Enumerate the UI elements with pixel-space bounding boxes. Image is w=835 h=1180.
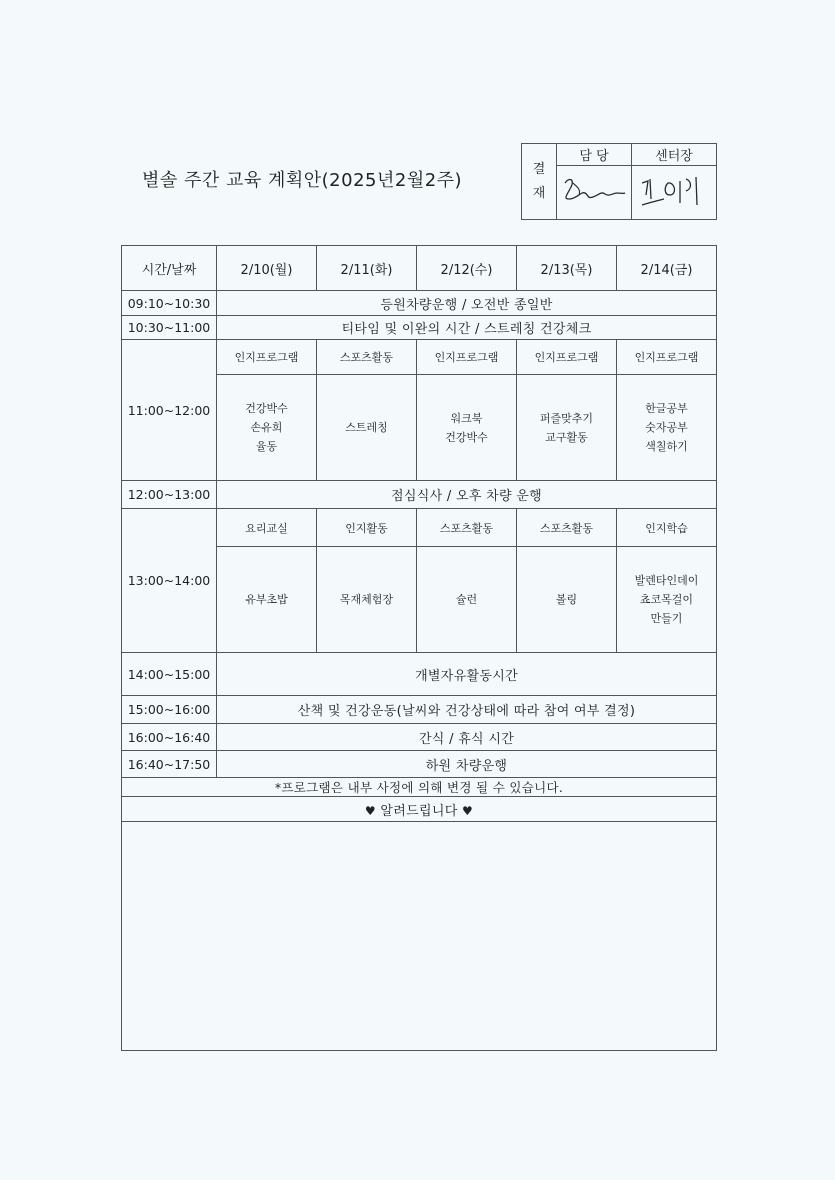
- activity-cell: [317, 547, 417, 653]
- blank-row: [122, 822, 717, 1051]
- activity-line: 퍼즐맞추기: [539, 411, 594, 425]
- row-activity: 하원 차량운행: [217, 751, 717, 778]
- header-day: 2/10(월): [217, 246, 317, 291]
- activity-line: 슐런: [455, 593, 478, 606]
- table-header-row: [122, 246, 717, 291]
- row-time: 15:00~16:00: [122, 696, 217, 724]
- approval-side-top: 결: [532, 161, 546, 177]
- director-signature: [632, 166, 717, 220]
- table-row: [122, 751, 717, 778]
- row-activity: 티타임 및 이완의 시간 / 스트레칭 건강체크: [217, 316, 717, 340]
- program-type: 인지프로그램: [617, 340, 717, 375]
- announcement-area: [122, 822, 717, 1051]
- activity-line: 손유희: [250, 421, 283, 434]
- activity-cell: [417, 375, 517, 481]
- table-row: [122, 696, 717, 724]
- activity-cell: [317, 375, 417, 481]
- row-time: 10:30~11:00: [122, 316, 217, 340]
- approval-box: [521, 143, 717, 220]
- row-time: 11:00~12:00: [122, 340, 217, 481]
- approval-side-bottom: 재: [532, 185, 546, 201]
- row-activity: 개별자유활동시간: [217, 653, 717, 696]
- manager-signature-icon: [559, 169, 629, 213]
- program-type: 스포츠활동: [317, 340, 417, 375]
- activity-line: 교구활동: [545, 430, 588, 444]
- activity-line: 건강박수: [245, 402, 288, 415]
- weekly-schedule-table: [121, 245, 717, 1051]
- row-time: 16:40~17:50: [122, 751, 217, 778]
- activity-line: 유부초밥: [245, 593, 288, 606]
- table-row: [122, 653, 717, 696]
- table-row: [122, 316, 717, 340]
- heart-icon: ♥: [462, 803, 474, 818]
- program-type: 인지활동: [317, 509, 417, 547]
- row-time: 16:00~16:40: [122, 724, 217, 751]
- program-type: 인지프로그램: [517, 340, 617, 375]
- header-day: 2/12(수): [417, 246, 517, 291]
- header-day: 2/14(금): [617, 246, 717, 291]
- header-day: 2/11(화): [317, 246, 417, 291]
- activity-line: 만들기: [650, 612, 683, 625]
- manager-signature: [557, 166, 632, 220]
- activity-cell: [217, 547, 317, 653]
- announce-cell: [122, 797, 717, 822]
- activity-line: 색칠하기: [645, 440, 688, 453]
- activity-line: 숫자공부: [645, 421, 688, 434]
- activity-line: 율동: [255, 440, 278, 453]
- activity-line: 건강박수: [445, 430, 488, 444]
- announce-title: 알려드립니다: [380, 803, 458, 819]
- activity-line: 발렌타인데이: [634, 574, 699, 587]
- program-type: 요리교실: [217, 509, 317, 547]
- program-type: 인지학습: [617, 509, 717, 547]
- change-notice: *프로그램은 내부 사정에 의해 변경 될 수 있습니다.: [122, 778, 717, 797]
- row-activity: 산책 및 건강운동(날씨와 건강상태에 따라 참여 여부 결정): [217, 696, 717, 724]
- approval-side-label: [522, 144, 557, 220]
- table-row: [122, 340, 717, 375]
- table-row: [122, 481, 717, 509]
- director-signature-icon: [634, 169, 714, 213]
- row-activity: 점심식사 / 오후 차량 운행: [217, 481, 717, 509]
- row-time: 12:00~13:00: [122, 481, 217, 509]
- program-type: 스포츠활동: [517, 509, 617, 547]
- activity-line: 워크북: [450, 411, 483, 425]
- header-time-label: 시간/날짜: [122, 246, 217, 291]
- table-row: [122, 509, 717, 547]
- activity-cell: [617, 547, 717, 653]
- activity-line: 한글공부: [645, 402, 688, 415]
- table-row: [122, 291, 717, 316]
- row-time: 13:00~14:00: [122, 509, 217, 653]
- activity-cell: [617, 375, 717, 481]
- document-title: 별솔 주간 교육 계획안(2025년2월2주): [142, 170, 463, 191]
- approval-col-manager: 담 당: [557, 144, 632, 166]
- approval-col-director: 센터장: [632, 144, 717, 166]
- program-type: 인지프로그램: [417, 340, 517, 375]
- row-time: 14:00~15:00: [122, 653, 217, 696]
- activity-line: 쵸코목걸이: [639, 593, 694, 606]
- announce-row: [122, 797, 717, 822]
- row-time: 09:10~10:30: [122, 291, 217, 316]
- activity-cell: [517, 375, 617, 481]
- notice-row: [122, 778, 717, 797]
- activity-line: 스트레칭: [345, 421, 388, 434]
- activity-cell: [217, 375, 317, 481]
- program-type: 인지프로그램: [217, 340, 317, 375]
- activity-cell: [517, 547, 617, 653]
- activity-line: 볼링: [555, 593, 578, 606]
- program-type: 스포츠활동: [417, 509, 517, 547]
- header-day: 2/13(목): [517, 246, 617, 291]
- heart-icon: ♥: [364, 803, 376, 818]
- row-activity: 간식 / 휴식 시간: [217, 724, 717, 751]
- row-activity: 등원차량운행 / 오전반 종일반: [217, 291, 717, 316]
- table-row: [122, 724, 717, 751]
- activity-line: 목재체험장: [339, 593, 394, 606]
- activity-cell: [417, 547, 517, 653]
